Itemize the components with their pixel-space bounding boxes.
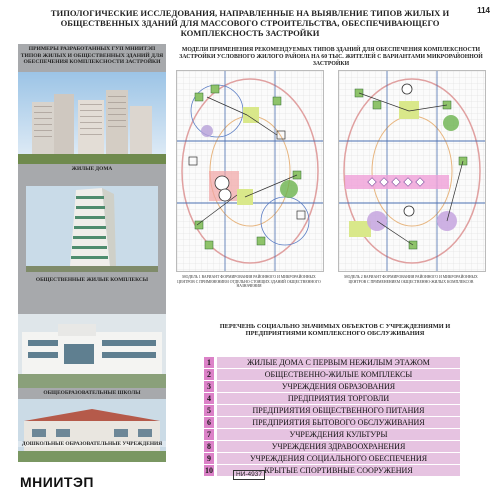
residential-photo <box>18 72 166 164</box>
list-item <box>204 405 460 416</box>
list-item-number: 6 <box>204 417 214 428</box>
list-item <box>204 417 460 428</box>
caption-preschool: ДОШКОЛЬНЫЕ ОБРАЗОВАТЕЛЬНЫЕ УЧРЕЖДЕНИЯ <box>18 441 166 447</box>
list-item-text: КРЫТЫЕ СПОРТИВНЫЕ СООРУЖЕНИЯ <box>217 465 460 476</box>
models-header: МОДЕЛИ ПРИМЕНЕНИЯ РЕКОМЕНДУЕМЫХ ТИПОВ ЗДАНИЙ ДЛЯ ОБЕСПЕЧЕНИЯ КОМПЛЕКСНОСТИ ЗАСТРОЙКИ УСЛОВНОГО ЖИЛОГО РАЙОНА НА 60 ТЫС. ЖИТЕЛЕЙ С ВАРИАНТАМИ МИКРОРАЙОННОЙ ЗАСТРОЙКИ <box>179 47 483 67</box>
list-item-text: ОБЩЕСТВЕННО-ЖИЛЫЕ КОМПЛЕКСЫ <box>217 369 460 380</box>
list-item <box>204 369 460 380</box>
list-item <box>204 453 460 464</box>
page-number: 114 <box>477 6 490 15</box>
list-item-text: УЧРЕЖДЕНИЯ ОБРАЗОВАНИЯ <box>217 381 460 392</box>
model-1-map <box>176 70 324 272</box>
list-item-number: 2 <box>204 369 214 380</box>
list-item-text: ПРЕДПРИЯТИЯ ТОРГОВЛИ <box>217 393 460 404</box>
list-item-number: 3 <box>204 381 214 392</box>
logo: МНИИТЭП <box>20 474 94 490</box>
left-header: ПРИМЕРЫ РАЗРАБОТАННЫХ ГУП МНИИТЭП ТИПОВ ЖИЛЫХ И ОБЩЕСТВЕННЫХ ЗДАНИЙ ДЛЯ ОБЕСПЕЧЕНИЯ КОМПЛЕКСНОСТИ ЗАСТРОЙКИ <box>20 46 164 66</box>
school-photo <box>18 314 166 388</box>
list-item-text: УЧРЕЖДЕНИЯ ЗДРАВООХРАНЕНИЯ <box>217 441 460 452</box>
list-item-number: 4 <box>204 393 214 404</box>
list-item-number: 8 <box>204 441 214 452</box>
model-2-caption: МОДЕЛЬ 2 ВАРИАНТ ФОРМИРОВАНИЯ РАЙОННОГО И МИКРОРАЙОННЫХ ЦЕНТРОВ С ПРИМЕНЕНИЕМ ОБЩЕСТВЕННО-ЖИЛЫХ КОМПЛЕКСОВ <box>344 275 478 284</box>
page-title: ТИПОЛОГИЧЕСКИЕ ИССЛЕДОВАНИЯ, НАПРАВЛЕННЫЕ НА ВЫЯВЛЕНИЕ ТИПОВ ЖИЛЫХ И ОБЩЕСТВЕННЫХ ЗДАНИЙ ДЛЯ МАССОВОГО СТРОИТЕЛЬСТВА, ОБЕСПЕЧИВАЮЩЕГО КОМПЛЕКСНОСТЬ ЗАСТРОЙКИ <box>50 8 450 38</box>
caption-public-residential: ОБЩЕСТВЕННЫЕ ЖИЛЫЕ КОМПЛЕКСЫ <box>35 277 149 283</box>
preschool-photo <box>18 399 166 462</box>
list-item-text: ЖИЛЫЕ ДОМА С ПЕРВЫМ НЕЖИЛЫМ ЭТАЖОМ <box>217 357 460 368</box>
caption-schools: ОБЩЕОБРАЗОВАТЕЛЬНЫЕ ШКОЛЫ <box>43 390 141 396</box>
public-residential-photo <box>18 180 166 276</box>
list-item-number: 9 <box>204 453 214 464</box>
list-item-text: ПРЕДПРИЯТИЯ ОБЩЕСТВЕННОГО ПИТАНИЯ <box>217 405 460 416</box>
list-item-text: УЧРЕЖДЕНИЯ СОЦИАЛЬНОГО ОБЕСПЕЧЕНИЯ <box>217 453 460 464</box>
document-code: НИ-4937 <box>233 470 265 480</box>
list-item <box>204 429 460 440</box>
caption-residential: ЖИЛЫЕ ДОМА <box>71 166 113 172</box>
list-item-number: 10 <box>205 466 213 475</box>
list-item <box>204 381 460 392</box>
model-1-caption: МОДЕЛЬ 1 ВАРИАНТ ФОРМИРОВАНИЯ РАЙОННОГО И МИКРОРАЙОННЫХ ЦЕНТРОВ С ПРИМЕНЕНИЕМ ОТДЕЛЬНО СТОЯЩИХ ЗДАНИЙ ОБЩЕСТВЕННОГО НАЗНАЧЕНИЯ <box>177 275 321 289</box>
list-item <box>204 393 460 404</box>
list-item-text: ПРЕДПРИЯТИЯ БЫТОВОГО ОБСЛУЖИВАНИЯ <box>217 417 460 428</box>
list-item <box>204 441 460 452</box>
facilities-list <box>204 357 460 477</box>
list-item-number: 5 <box>204 405 214 416</box>
list-item-number: 7 <box>204 429 214 440</box>
model-2-map <box>338 70 486 272</box>
list-item-number: 1 <box>204 357 214 368</box>
list-item-text: УЧРЕЖДЕНИЯ КУЛЬТУРЫ <box>217 429 460 440</box>
list-item <box>204 357 460 368</box>
list-title: ПЕРЕЧЕНЬ СОЦИАЛЬНО ЗНАЧИМЫХ ОБЪЕКТОВ С УЧРЕЖДЕНИЯМИ И ПРЕДПРИЯТИЯМИ КОМПЛЕКСНОГО ОБСЛУЖИВАНИЯ <box>219 323 451 338</box>
